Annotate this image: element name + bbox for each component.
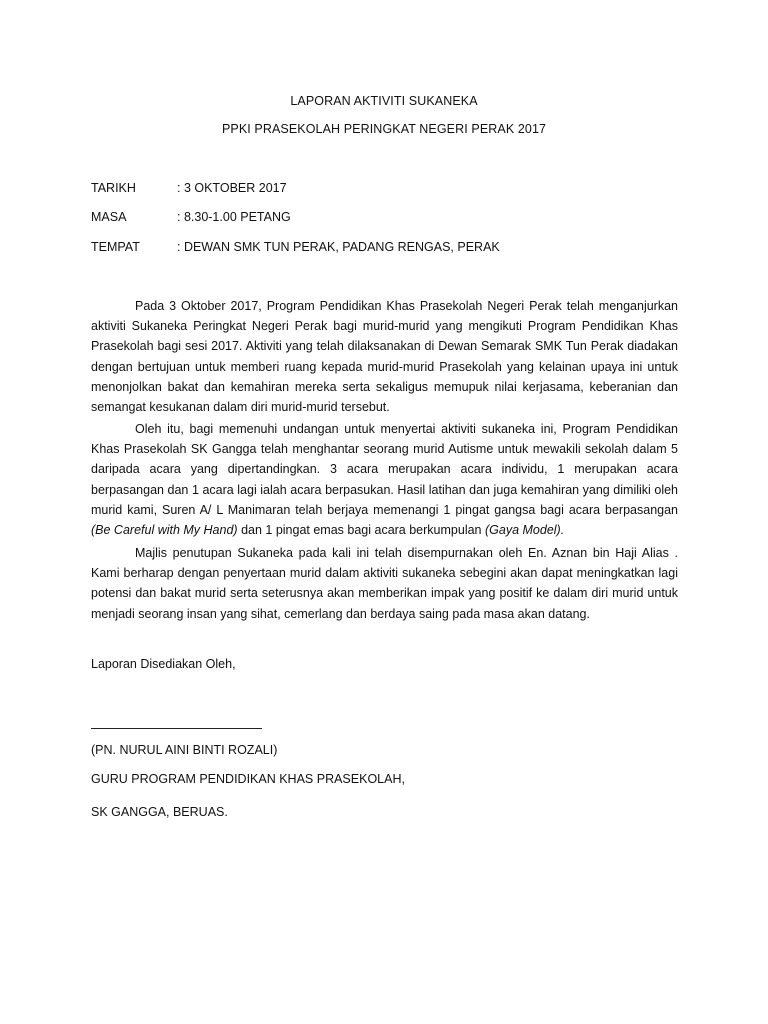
time-label: MASA <box>91 210 127 224</box>
place-value: : DEWAN SMK TUN PERAK, PADANG RENGAS, PERAK <box>177 240 500 254</box>
paragraph-2-event-group: (Gaya Model). <box>484 523 565 538</box>
place-label: TEMPAT <box>91 240 140 254</box>
paragraph-2 <box>91 419 678 540</box>
prepared-by-label: Laporan Disediakan Oleh, <box>91 657 236 671</box>
paragraph-3: Majlis penutupan Sukaneka pada kali ini telah disempurnakan oleh En. Aznan bin Haji Alias . Kami berharap dengan penyertaan murid dalam aktiviti sukaneka sebegini akan dapat meningkatkan lagi potensi dan bakat murid serta seterusnya akan memberikan impak yang positif ke dalam diri murid untuk menjadi seorang insan yang sihat, cemerlang dan berdaya saing pada masa akan datang. <box>91 546 678 621</box>
detail-row-time <box>91 210 691 228</box>
signer-name: (PN. NURUL AINI BINTI ROZALI) <box>91 743 278 757</box>
paragraph-1: Pada 3 Oktober 2017, Program Pendidikan Khas Prasekolah Negeri Perak telah menganjurkan aktiviti Sukaneka Peringkat Negeri Perak bagi murid-murid yang mengikuti Program Pendidikan Khas Prasekolah bagi sesi 2017. Aktiviti yang telah dilaksanakan di Dewan Semarak SMK Tun Perak diadakan dengan bertujuan untuk memberi ruang kepada murid-murid Prasekolah yang kelainan upaya ini untuk menonjolkan bakat dan kemahiran mereka serta sekaligus memupuk nilai kerjasama, keberanian dan semangat kesukanan dalam diri murid-murid tersebut. <box>91 299 678 415</box>
detail-row-date <box>91 181 691 199</box>
signer-school: SK GANGGA, BERUAS. <box>91 805 228 819</box>
paragraph-2-event-pair: (Be Careful with My Hand) <box>91 523 238 538</box>
time-value: : 8.30-1.00 PETANG <box>177 210 291 224</box>
report-title: LAPORAN AKTIVITI SUKANEKA <box>290 94 478 108</box>
signature-line <box>91 728 262 729</box>
paragraph-2-main: Oleh itu, bagi memenuhi undangan untuk menyertai aktiviti sukaneka ini, Program Pendidikan Khas Prasekolah SK Gangga telah menghantar seorang murid Autisme untuk mewakili sekolah dalam 5 daripada acara yang dipertandingkan. 3 acara merupakan acara individu, 1 merupakan acara berpasangan dan 1 acara lagi ialah acara berpasukan. Hasil latihan dan juga kemahiran yang dimiliki oleh murid kami, Suren A/ L Manimaran telah berjaya memenangi 1 pingat gangsa bagi acara berpasangan <box>91 422 678 517</box>
signer-role: GURU PROGRAM PENDIDIKAN KHAS PRASEKOLAH, <box>91 772 405 786</box>
paragraph-2-mid: dan 1 pingat emas bagi acara berkumpulan <box>241 523 482 538</box>
date-label: TARIKH <box>91 181 136 195</box>
date-value: : 3 OKTOBER 2017 <box>177 181 287 195</box>
report-subtitle: PPKI PRASEKOLAH PERINGKAT NEGERI PERAK 2017 <box>221 122 547 136</box>
detail-row-place <box>91 240 691 258</box>
